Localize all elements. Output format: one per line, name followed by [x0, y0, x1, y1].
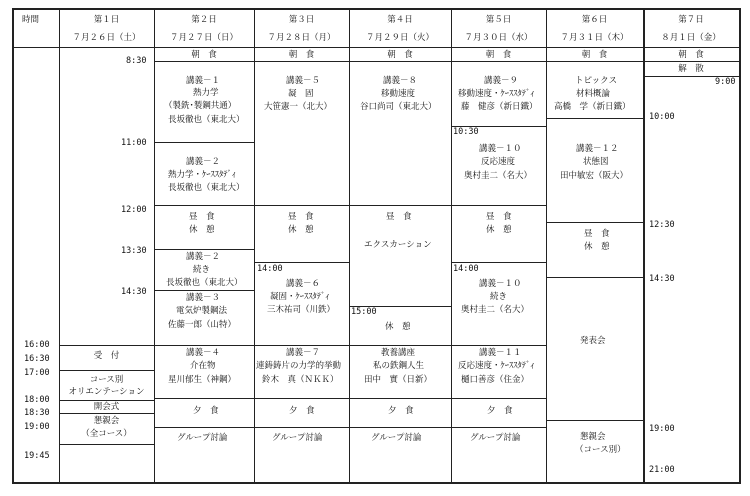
dismissal: 解 散	[678, 64, 704, 74]
lecture-subject: 介在物	[190, 361, 216, 371]
day5-number: 第５日	[485, 15, 512, 25]
party-line1: 懇親会	[580, 432, 606, 442]
breakfast: 朝 食	[581, 50, 608, 60]
time-label: 19:00	[24, 422, 50, 432]
breakfast: 朝 食	[678, 50, 704, 60]
time-label: 13:30	[121, 246, 147, 256]
day1-number: 第１日	[93, 15, 120, 25]
lecture-title: 教養講座	[381, 348, 416, 358]
rest: 休 憩	[486, 225, 512, 235]
dinner: 夕 食	[388, 406, 414, 416]
lunch: 昼 食	[189, 212, 215, 222]
time-mark: 12:30	[649, 220, 675, 230]
time-mark: 10:00	[649, 112, 675, 122]
lecture-subject: 反応速度・ｹｰｽｽﾀﾃﾞｨ	[458, 361, 535, 371]
lecturer: 奥村圭二（名大）	[464, 171, 533, 181]
day1-date: ７月２６日（土）	[72, 33, 141, 43]
day4-date: ７月２９日（火）	[365, 33, 434, 43]
day6-date: ７月３１日（木）	[560, 33, 629, 43]
lecture-title: 講義－３	[186, 293, 221, 303]
time-label: 19:45	[24, 451, 50, 461]
lecture-subject: 状態図	[583, 157, 609, 167]
lecture-title: 講義－８	[383, 76, 418, 86]
lecture-subject: 続き	[193, 265, 211, 275]
day3-number: 第３日	[288, 15, 315, 25]
lunch: 昼 食	[288, 212, 314, 222]
day4-number: 第４日	[387, 15, 413, 25]
lecture-subject: 凝 固	[288, 89, 314, 99]
lecturer: 三木祐司（川鉄）	[267, 305, 336, 315]
time-label: 16:00	[24, 340, 50, 350]
lecturer: 谷口尚司（東北大）	[360, 102, 437, 112]
lecture-subject: 移動速度	[381, 89, 416, 99]
lecturer: 長坂徹也（東北大）	[168, 115, 245, 125]
lecturer: 長坂徹也（東北大）	[168, 183, 245, 193]
header-time: 時間	[22, 15, 40, 25]
topics-subject: 材料概論	[576, 89, 611, 99]
time-label: 8:30	[126, 56, 147, 66]
lecture-title: 講義－５	[286, 76, 321, 86]
lecture-title: 講義－２	[186, 252, 221, 262]
lecturer: 奥村圭二（名大）	[461, 305, 530, 315]
lecture-title: 講義－１	[186, 76, 221, 86]
lecturer: 星川郁生（神鋼）	[168, 375, 237, 385]
lecture-title: 講義－１０	[479, 144, 522, 154]
lecture-title: 講義－１２	[576, 144, 619, 154]
orientation-line1: コース別	[89, 375, 124, 385]
rest: 休 憩	[584, 242, 610, 252]
day7-date: ８月１日（金）	[661, 33, 721, 43]
lecture-subject: 熱力学	[193, 88, 219, 98]
lecture-title: 講義－２	[186, 157, 221, 167]
time-mark: 14:00	[453, 264, 479, 274]
orientation-line2: オリエンテーション	[68, 387, 145, 397]
time-mark: 9:00	[715, 77, 736, 87]
lecturer: 高橋 学（新日鐵）	[554, 102, 631, 112]
dinner: 夕 食	[193, 406, 219, 416]
lecture-note: （製銑･製鋼共通）	[164, 101, 237, 111]
reception: 受 付	[93, 351, 120, 361]
day6-number: 第６日	[581, 15, 608, 25]
day7-number: 第７日	[678, 15, 704, 25]
group-discussion: グループ討論	[177, 433, 228, 443]
rest: 休 憩	[189, 225, 215, 235]
lecture-title: 講義－９	[484, 76, 519, 86]
time-mark: 15:00	[351, 307, 377, 317]
topics-title: トピックス	[575, 76, 618, 86]
lecturer: 大笹憲一（北大）	[264, 102, 333, 112]
time-label: 14:30	[121, 287, 147, 297]
day5-date: ７月３０日（水）	[464, 33, 533, 43]
party-line2: （全コース）	[81, 429, 132, 439]
group-discussion: グループ討論	[371, 433, 422, 443]
time-label: 12:00	[121, 205, 147, 215]
time-mark: 19:00	[649, 424, 675, 434]
lecture-subject: 反応速度	[481, 157, 516, 167]
rest: 休 憩	[385, 322, 411, 332]
breakfast: 朝 食	[191, 50, 217, 60]
breakfast: 朝 食	[485, 50, 512, 60]
lecture-title: 講義－４	[186, 348, 221, 358]
lecturer: 田中 實（日新）	[364, 375, 433, 385]
excursion: エクスカーション	[364, 240, 432, 250]
time-label: 11:00	[121, 138, 147, 148]
lecture-title: 講義－１０	[479, 279, 522, 289]
time-mark: 21:00	[649, 465, 675, 475]
time-label: 18:30	[24, 408, 50, 418]
time-label: 18:00	[24, 395, 50, 405]
lecturer: 長坂徹也（東北大）	[166, 278, 243, 288]
breakfast: 朝 食	[288, 50, 315, 60]
time-label: 17:00	[24, 368, 50, 378]
party-line1: 懇親会	[93, 416, 120, 426]
lecture-subject: 連鋳鋳片の力学的挙動	[256, 361, 342, 371]
lecture-title: 講義－１１	[479, 348, 522, 358]
lecture-subject: 熱力学・ｹｰｽｽﾀﾃﾞｨ	[168, 170, 237, 180]
lecture-subject: 私の鉄鋼人生	[373, 361, 425, 371]
lecturer: 樋口善彦（住金）	[461, 375, 530, 385]
lecture-title: 講義－６	[286, 279, 321, 289]
lunch: 昼 食	[386, 212, 412, 222]
lecturer: 佐藤一郎（山特）	[168, 320, 237, 330]
breakfast: 朝 食	[387, 50, 413, 60]
lecture-subject: 電気炉製鋼法	[176, 306, 228, 316]
day3-date: ７月２８日（月）	[267, 33, 336, 43]
dinner: 夕 食	[289, 406, 315, 416]
lecturer: 藤 健彦（新日鐵）	[461, 102, 538, 112]
time-mark: 14:30	[649, 274, 675, 284]
lecture-subject: 移動速度・ｹｰｽｽﾀﾃﾞｨ	[458, 89, 535, 99]
lecturer: 鈴木 真（ＮＫＫ）	[262, 375, 339, 385]
lecture-subject: 続き	[490, 292, 508, 302]
time-label: 16:30	[24, 354, 50, 364]
lecture-subject: 凝固・ｹｰｽｽﾀﾃﾞｨ	[270, 292, 330, 302]
group-discussion: グループ討論	[272, 433, 323, 443]
lecturer: 田中敏宏（阪大）	[560, 171, 629, 181]
presentation: 発表会	[580, 336, 606, 346]
opening-ceremony: 開会式	[93, 402, 120, 412]
party-line2: （コース別）	[575, 445, 626, 455]
lunch: 昼 食	[584, 229, 610, 239]
group-discussion: グループ討論	[470, 433, 521, 443]
lunch: 昼 食	[486, 212, 512, 222]
time-mark: 10:30	[453, 127, 479, 137]
time-mark: 14:00	[257, 264, 283, 274]
day2-date: ７月２７日（日）	[169, 33, 238, 43]
day2-number: 第２日	[191, 15, 217, 25]
rest: 休 憩	[288, 225, 314, 235]
lecture-title: 講義－７	[286, 348, 321, 358]
dinner: 夕 食	[487, 406, 513, 416]
